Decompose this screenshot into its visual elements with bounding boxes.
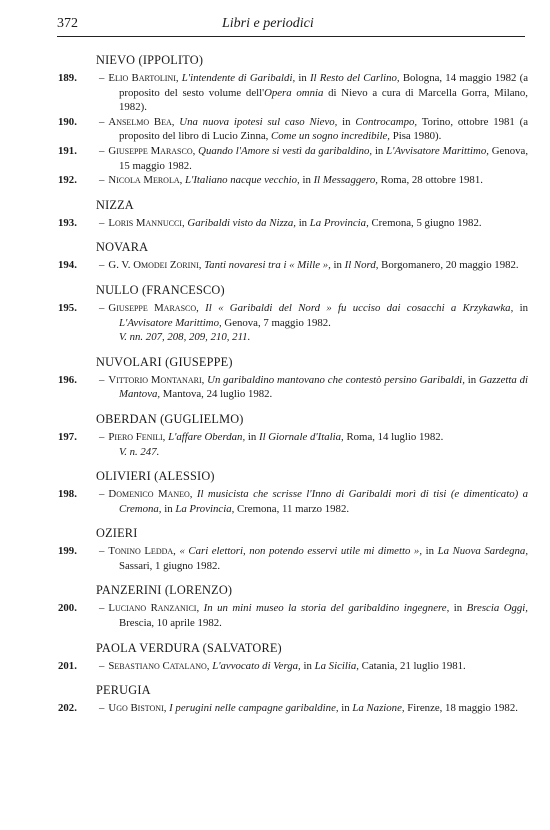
entry-dash: – [99, 301, 105, 314]
bibliography-entry [58, 216, 528, 231]
section-heading: NOVARA [96, 240, 149, 255]
entry-in: in [302, 174, 311, 187]
entry-venue: La Provincia, [309, 216, 369, 229]
entry-number: 195. [58, 301, 77, 314]
entry-venue: Controcampo, [355, 115, 418, 128]
section [58, 640, 528, 674]
entry-details: Cremona, 11 marzo 1982. [237, 502, 350, 515]
entry-dash: – [99, 174, 105, 187]
entry-author: Elio Bartolini, [108, 72, 179, 84]
entry-in: in [247, 430, 257, 443]
section-heading: OZIERI [96, 526, 138, 541]
entry-dash: – [99, 659, 105, 672]
entry-details: Brescia, 10 aprile 1982. [119, 617, 222, 630]
entry-dash: – [99, 115, 105, 128]
entry-venue: Brescia Oggi, [466, 602, 529, 615]
entry-title: L'avvocato di Verga, [212, 659, 301, 672]
entry-dash: – [99, 430, 105, 443]
entry-in: in [164, 502, 173, 515]
entry-dash: – [99, 488, 105, 501]
section [58, 411, 528, 459]
entry-author: Piero Fenili, [108, 430, 166, 443]
page-number: 372 [57, 16, 78, 31]
entry-venue: L'Avvisatore Marittimo, [386, 144, 489, 157]
entry-details: Mantova, 24 luglio 1982. [162, 388, 273, 401]
entry-in: in [374, 144, 384, 157]
bibliography-entry [58, 601, 528, 630]
entry-title: Il « Garibaldi del Nord » fu ucciso dai cosacchi a Krzykawka, [205, 301, 514, 314]
entry-details: Roma, 28 ottobre 1981. [380, 174, 483, 187]
entry-number: 190. [58, 115, 77, 128]
entry-dash: – [99, 702, 105, 715]
entry-author: Vittorio Montanari, [108, 373, 205, 386]
bibliography-entry [58, 487, 528, 516]
entry-details: Borgomanero, 20 maggio 1982. [381, 259, 519, 272]
entry-title: Un garibaldino mantovano che contestò persino Garibaldi, [207, 373, 465, 386]
entry-details: Firenze, 18 maggio 1982. [407, 702, 518, 715]
entry-dash: – [99, 144, 105, 157]
section [58, 525, 528, 573]
section-heading: OBERDAN (GUGLIELMO) [96, 411, 244, 426]
entry-venue: Il Nord, [344, 259, 379, 272]
entry-number: 196. [58, 373, 77, 386]
entry-in: in [298, 72, 307, 84]
entry-in: in [298, 216, 308, 229]
entry-in: in [333, 259, 342, 272]
entry-number: 193. [58, 216, 77, 229]
entry-details: Bologna, 14 maggio 1982 (a proposito del sesto volume dell' [119, 72, 529, 99]
section [58, 197, 528, 231]
entry-dash: – [99, 545, 105, 558]
section [58, 282, 528, 345]
entry-number: 202. [58, 702, 77, 715]
entry-number: 198. [58, 488, 77, 501]
section-heading: NIEVO (IPPOLITO) [96, 53, 204, 67]
entry-author: Tonino Ledda, [108, 545, 176, 558]
entry-venue: Il Messaggero, [313, 174, 378, 187]
entry-number: 197. [58, 430, 77, 443]
section-heading: NULLO (FRANCESCO) [96, 282, 225, 297]
entry-in: in [519, 301, 529, 314]
cross-reference: V. n. 247. [119, 445, 160, 458]
entry-title: Garibaldi visto da Nizza, [187, 216, 296, 229]
entry-venue: La Sicilia, [314, 659, 359, 672]
entry-in: in [342, 115, 351, 128]
bibliography-entry [58, 430, 528, 459]
entry-venue: La Provincia, [175, 502, 235, 515]
section-heading: NIZZA [96, 197, 134, 212]
entry-venue: Gazzetta di Mantova, [119, 373, 528, 401]
page-header [57, 14, 525, 37]
entry-details: Genova, 15 maggio 1982. [119, 144, 529, 172]
entry-dash: – [99, 216, 105, 229]
entry-dash: – [99, 259, 105, 272]
entry-title: L'intendente di Garibaldi, [181, 72, 296, 84]
section-heading: OLIVIERI (ALESSIO) [96, 469, 215, 484]
entry-author: Ugo Bistoni, [108, 702, 167, 715]
entry-venue: La Nazione, [352, 702, 405, 715]
bibliography-entry [58, 173, 528, 188]
entry-in: in [453, 602, 463, 615]
entry-details-italic: Come un sogno incredibile, [271, 130, 390, 143]
entry-dash: – [99, 72, 105, 84]
bibliography-entry [58, 701, 528, 716]
entry-in: in [425, 545, 435, 558]
entry-title: I perugini nelle campagne garibaldine, [169, 702, 339, 715]
section-heading: PANZERINI (LORENZO) [96, 583, 233, 598]
entry-title: L'Italiano nacque vecchio, [185, 174, 300, 187]
entry-author: Domenico Maneo, [108, 488, 193, 501]
section-heading: PERUGIA [96, 683, 151, 698]
running-title: Libri e periodici [222, 16, 314, 31]
bibliography-entry [58, 71, 528, 115]
entry-title: Quando l'Amore si vestì da garibaldino, [198, 144, 373, 157]
entry-number: 192. [58, 174, 77, 187]
entry-author: Giuseppe Marasco, [108, 301, 199, 314]
entry-venue: L'Avvisatore Marittimo, [119, 316, 222, 329]
entry-details: Cremona, 5 giugno 1982. [371, 216, 482, 229]
section-heading: PAOLA VERDURA (SALVATORE) [96, 640, 282, 655]
cross-reference: V. nn. 207, 208, 209, 210, 211. [119, 331, 251, 344]
entry-title: « Cari elettori, non potendo esservi utile mi dimetto », [179, 545, 423, 558]
bibliography-entry [58, 659, 528, 674]
entry-venue: La Nuova Sardegna, [437, 545, 529, 558]
entry-author: Sebastiano Catalano, [108, 659, 210, 672]
entry-dash: – [99, 602, 105, 615]
bibliography-entry [58, 301, 528, 345]
entry-title: Il musicista che scrisse l'Inno di Garibaldi morì di tisi (e dimenticato) a Cremona, [119, 488, 528, 515]
bibliography-entry [58, 258, 528, 273]
entry-in: in [341, 702, 350, 715]
bibliography-entry [58, 544, 528, 573]
entry-title: L'affare Oberdan, [168, 430, 246, 443]
entry-in: in [303, 659, 312, 672]
entry-number: 200. [58, 602, 77, 615]
entry-dash: – [99, 373, 105, 386]
entry-venue: Il Resto del Carlino, [309, 72, 400, 84]
entry-in: in [467, 373, 477, 386]
entry-details-tail: Pisa 1980). [390, 130, 442, 143]
entry-author: Luciano Ranzanici, [108, 602, 200, 615]
entry-details: Genova, 7 maggio 1982. [224, 316, 331, 329]
entry-title: Una nuova ipotesi sul caso Nievo, [179, 115, 338, 128]
bibliography-entry [58, 115, 528, 144]
entry-author: Anselmo Bea, [108, 115, 175, 128]
entry-number: 191. [58, 144, 77, 157]
bibliography-entry [58, 144, 528, 173]
entry-author: Loris Mannucci, [108, 216, 185, 229]
section-heading: NUVOLARI (GIUSEPPE) [96, 354, 233, 369]
entry-title: In un mini museo la storia del garibaldino ingegnere, [203, 602, 450, 615]
entry-details-tail: di Nievo a cura di Marcella Gorra, Milano, 1982). [119, 86, 529, 114]
entry-details-italic: Opera omnia [264, 86, 324, 99]
entry-author: G. V. Omodei Zorini, [108, 259, 202, 272]
section [58, 52, 528, 188]
entry-author: Nicola Merola, [108, 174, 183, 187]
entry-details: Catania, 21 luglio 1981. [361, 659, 466, 672]
bibliography-list [58, 52, 528, 725]
bibliography-entry [58, 373, 528, 402]
section [58, 468, 528, 516]
entry-venue: Il Giornale d'Italia, [258, 430, 344, 443]
section [58, 682, 528, 716]
section [58, 239, 528, 273]
entry-number: 201. [58, 659, 77, 672]
entry-number: 199. [58, 545, 77, 558]
entry-details: Sassari, 1 giugno 1982. [119, 559, 221, 572]
entry-number: 189. [58, 72, 77, 84]
section [58, 354, 528, 402]
entry-title: Tanti novaresi tra i « Mille », [204, 259, 331, 272]
section [58, 582, 528, 630]
entry-number: 194. [58, 259, 77, 272]
entry-author: Giuseppe Marasco, [108, 144, 196, 157]
entry-details: Roma, 14 luglio 1982. [346, 430, 444, 443]
entry-details: Torino, ottobre 1981 (a proposito del libro di Lucio Zinna, [119, 115, 529, 143]
